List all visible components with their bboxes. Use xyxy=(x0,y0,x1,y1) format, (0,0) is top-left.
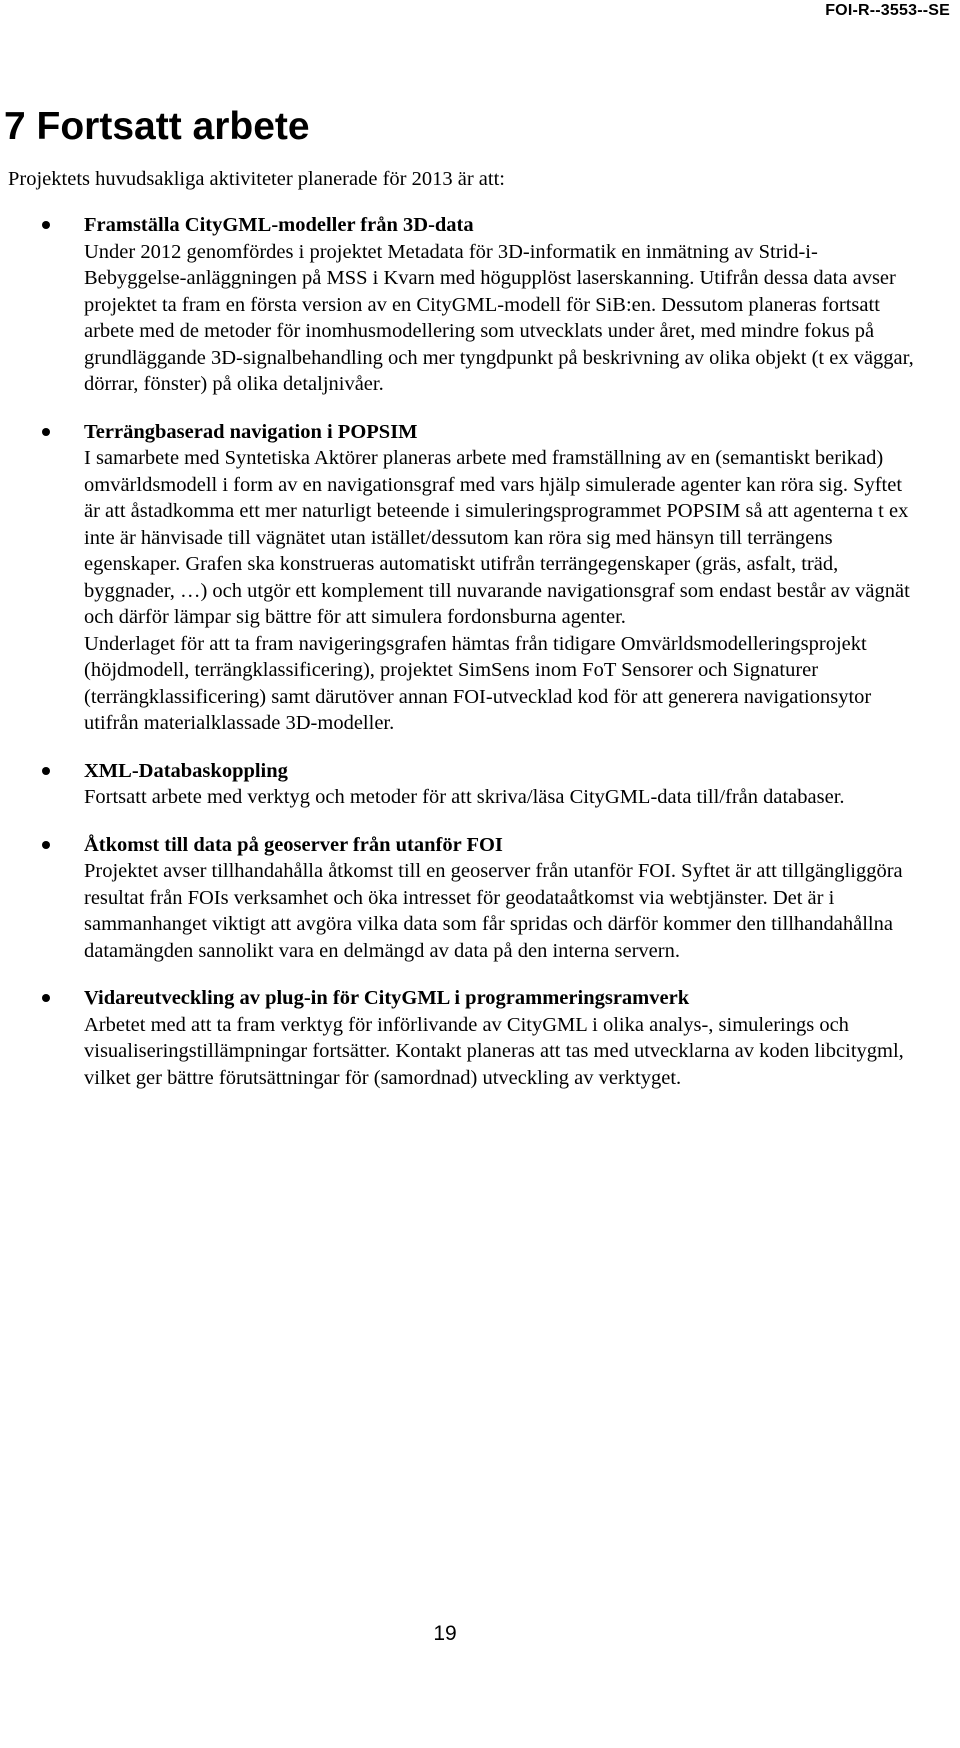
item-heading: Vidareutveckling av plug-in för CityGML i programmeringsramverk xyxy=(84,987,690,1009)
page-number: 19 xyxy=(433,1622,457,1645)
item-paragraph: Underlaget för att ta fram navigeringsgrafen hämtas från tidigare Omvärldsmodelleringsprojekt (höjdmodell, terrängklassificering), projektet SimSens inom FoT Sensorer och Signaturer (terrängklassificering) samt därutöver annan FOI-utvecklad kod för att generera navigationsytor utifrån materialklassade 3D-modeller. xyxy=(84,632,872,734)
item-heading: Terrängbaserad navigation i POPSIM xyxy=(84,420,418,443)
activity-list xyxy=(0,212,960,1112)
bullet-icon xyxy=(42,841,50,849)
chapter-title: 7 Fortsatt arbete xyxy=(4,105,310,148)
item-paragraph: Arbetet med att ta fram verktyg för införlivande av CityGML i olika analys-, simulerings och visualiseringstillämpningar fortsätter. Kontakt planeras att tas med utvecklarna av koden libcitygml, vilket ger bättre förutsättningar för (samordnad) utveckling av verktyget. xyxy=(84,1013,904,1089)
list-item xyxy=(0,419,960,737)
list-item xyxy=(0,832,960,965)
item-paragraph: Projektet avser tillhandahålla åtkomst till en geoserver från utanför FOI. Syftet är att tillgängliggöra resultat från FOIs verksamhet och öka intresset för geodataåtkomst via webtjänster. Det är i sammanhanget viktigt att avgöra vilka data som får spridas och därför kommer den tillhandahållna datamängden sannolikt vara en delmängd av data på den interna servern. xyxy=(84,860,903,962)
list-item xyxy=(0,212,960,398)
item-paragraph: I samarbete med Syntetiska Aktörer planeras arbete med framställning av en (semantiskt berikad) omvärldsmodell i form av en navigationsgraf med vars hjälp simulerade agenter kan röra sig. Syftet är att åstadkomma ett mer naturligt beteende i simuleringsprogrammet POPSIM så att agenterna t ex inte är hänvisade till vägnätet utan istället/dessutom kan röra sig med hänsyn till terrängens egenskaper. Grafen ska konstrueras automatiskt utifrån terrängegenskaper (gräs, asfalt, träd, byggnader, …) och utgör ett komplement till nuvarande navigationsgraf som endast består av vägnät och därför lämpar sig bättre för att simulera fordonsburna agenter. xyxy=(84,447,910,628)
document-id: FOI-R--3553--SE xyxy=(825,2,950,19)
list-item xyxy=(0,758,960,811)
item-heading: XML-Databaskoppling xyxy=(84,759,288,782)
list-item xyxy=(0,985,960,1091)
item-heading: Åtkomst till data på geoserver från utanför FOI xyxy=(84,833,503,856)
item-paragraph: Fortsatt arbete med verktyg och metoder för att skriva/läsa CityGML-data till/från databaser. xyxy=(84,786,845,808)
bullet-icon xyxy=(42,428,50,436)
item-heading: Framställa CityGML-modeller från 3D-data xyxy=(84,214,474,236)
bullet-icon xyxy=(42,221,50,229)
bullet-icon xyxy=(42,767,50,775)
chapter-intro: Projektets huvudsakliga aktiviteter planerade för 2013 är att: xyxy=(8,168,505,190)
item-paragraph: Under 2012 genomfördes i projektet Metadata för 3D-informatik en inmätning av Strid-i-Bebyggelse-anläggningen på MSS i Kvarn med högupplöst laserskanning. Utifrån dessa data avser projektet ta fram en första version av en CityGML-modell för SiB:en. Dessutom planeras fortsatt arbete med de metoder för inomhusmodellering som utvecklats under året, med mindre fokus på grundläggande 3D-signalbehandling och mer tyngdpunkt på beskrivning av olika objekt (t ex väggar, dörrar, fönster) på olika detaljnivåer. xyxy=(84,240,914,395)
bullet-icon xyxy=(42,994,50,1002)
